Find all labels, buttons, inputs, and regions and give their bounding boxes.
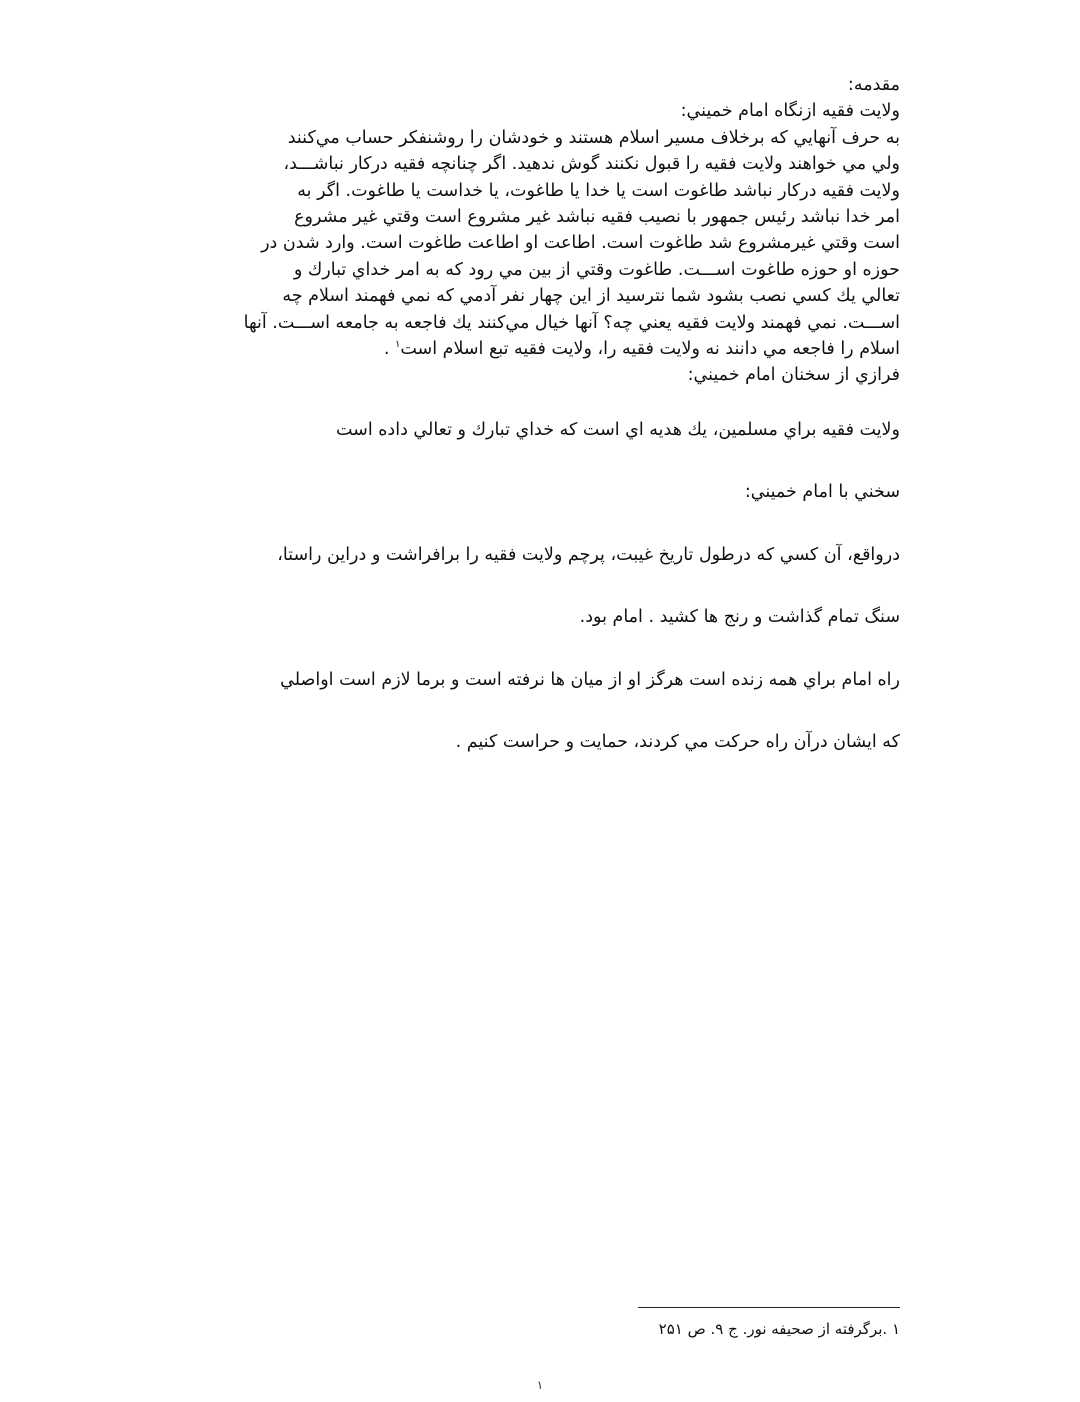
footnote: ۱ .برگرفته از صحيفه نور. ج ۹. ص ۲۵۱ [658, 1320, 900, 1338]
paragraph-line: است وقتي غيرمشروع شد طاغوت است. اطاعت او اطاعت طاغوت است. وارد شدن در [261, 233, 900, 254]
spacer [178, 389, 900, 417]
paragraph-line: امر خدا نباشد رئيس جمهور با نصيب فقيه نباشد غير مشروع است وقتي غير مشروع [294, 207, 900, 228]
speech-line: درواقع، آن كسي كه درطول تاريخ غيبت، پرچم ولايت فقيه را برافراشت و دراين راستا، [277, 544, 900, 565]
quote-line: ولايت فقيه براي مسلمين، يك هديه اي است كه خداي تبارك و تعالي داده است [335, 419, 900, 440]
paragraph-line: اســـت. نمي فهمند ولايت فقيه يعني چه؟ آنها خيال مي‌كنند يك فاجعه به جامعه اســـت. آنها [243, 312, 900, 333]
speech-line: كه ايشان درآن راه حركت مي كردند، حمايت و حراست كنيم . [455, 731, 900, 752]
section-subheading: ولايت فقيه ازنگاه امام خميني: [680, 101, 900, 122]
spacer [178, 631, 900, 667]
speech-heading: سخني با امام خميني: [744, 482, 900, 503]
spacer [178, 443, 900, 479]
paragraph-line: حوزه او حوزه طاغوت اســـت. طاغوت وقتي از بين مي رود كه به امر خداي تبارك و [293, 259, 900, 280]
page-number: ۱ [536, 1378, 544, 1392]
paragraph-line: ولي مي خواهند ولايت فقيه را قبول نكنند گوش ندهيد. اگر چنانچه فقيه دركار نباشـــد، [283, 154, 900, 175]
quote-heading: فرازي از سخنان امام خميني: [687, 365, 900, 386]
spacer [178, 693, 900, 729]
closing-period: . [383, 339, 390, 360]
section-heading: مقدمه: [847, 75, 900, 95]
speech-line: سنگ تمام گذاشت و رنج ها كشيد . امام بود. [579, 607, 900, 628]
footnote-separator [638, 1307, 900, 1308]
paragraph-last-line [178, 336, 900, 362]
intro-paragraph [178, 125, 900, 363]
spacer [178, 568, 900, 604]
paragraph-line: به حرف آنهايي كه برخلاف مسير اسلام هستند و خودشان را روشنفكر حساب مي‌كنند [287, 127, 900, 148]
speech-line: راه امام براي همه زنده است هرگز او از ميان ها نرفته است و برما لازم است اواصلي [280, 669, 900, 690]
paragraph-line: تعالي يك كسي نصب بشود شما نترسيد از اين چهار نفر آدمي كه نمي فهمند اسلام چه [282, 286, 900, 307]
document-body [178, 72, 900, 755]
spacer [178, 506, 900, 542]
paragraph-line-text: اسلام را فاجعه مي دانند نه ولايت فقيه را، ولايت فقيه تبع اسلام است [400, 339, 900, 360]
footnote-reference[interactable]: ۱ [394, 339, 401, 351]
paragraph-line: ولايت فقيه دركار نباشد طاغوت است يا خدا يا طاغوت، يا خداست يا طاغوت. اگر به [297, 180, 900, 201]
